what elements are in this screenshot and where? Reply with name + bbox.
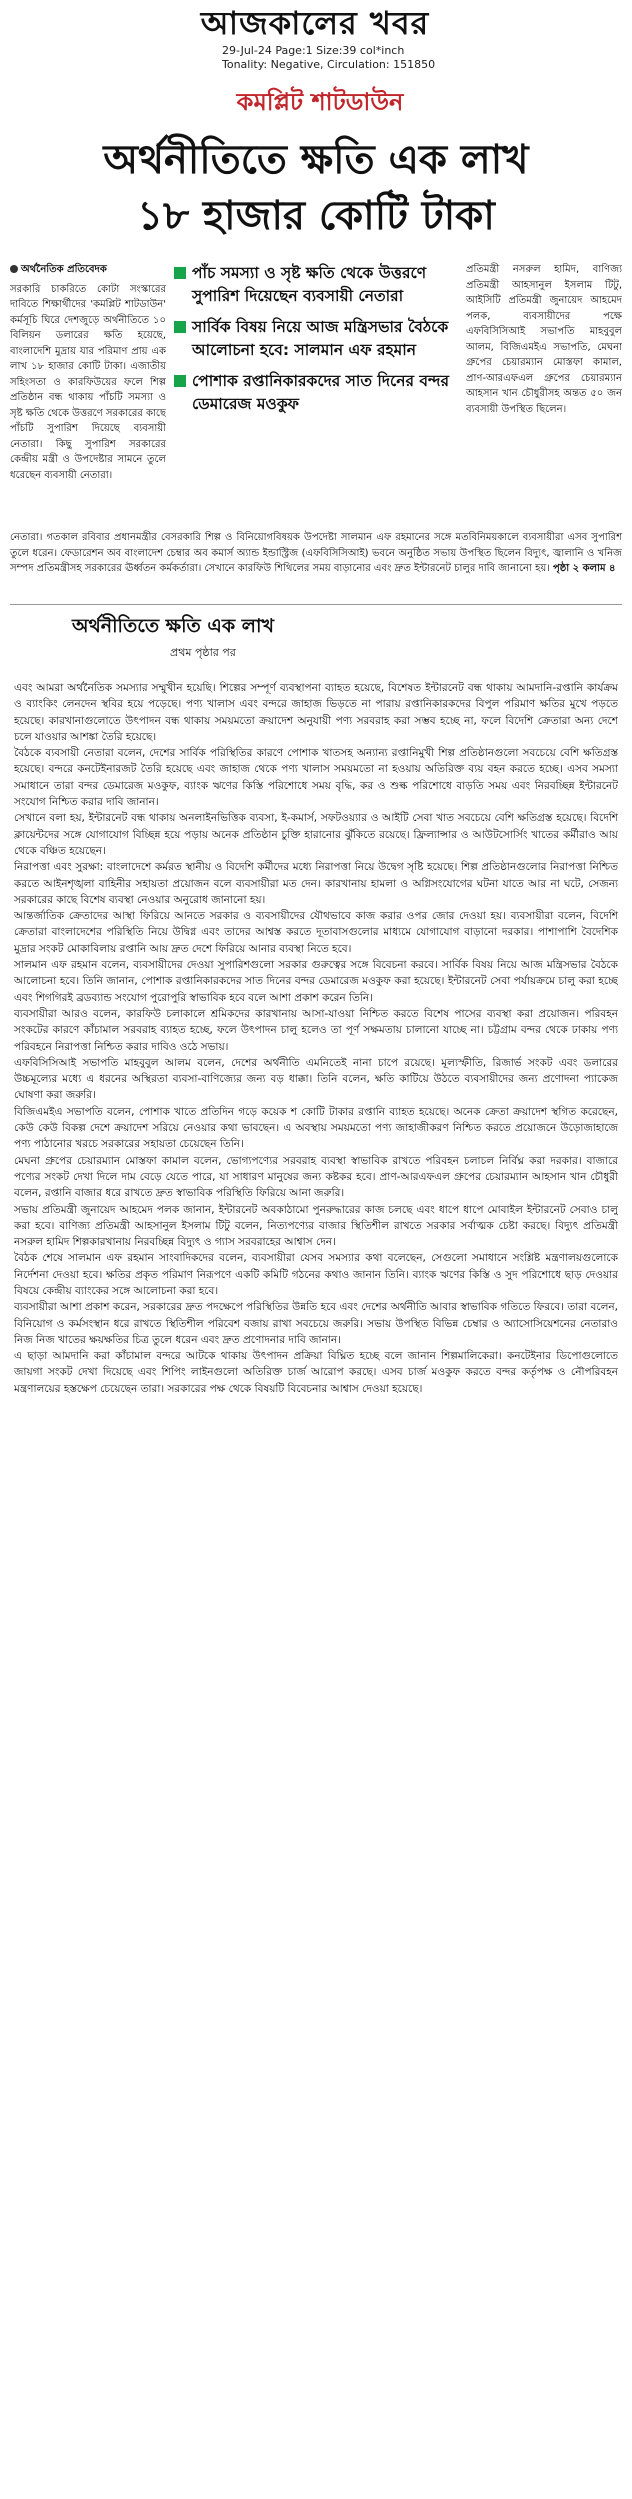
highlight-text: পোশাক রপ্তানিকারকদের সাত দিনের বন্দর ডেমারেজ মওকুফ (192, 372, 449, 413)
meta-date-size: 29-Jul-24 Page:1 Size:39 col*inch (222, 44, 405, 57)
body-paragraph: বৈঠকে ব্যবসায়ী নেতারা বলেন, দেশের সার্বিক পরিস্থিতির কারণে পোশাক খাতসহ অন্যান্য রপ্তানিমুখী শিল্প প্রতিষ্ঠানগুলো সবচেয়ে বেশি ক্ষতিগ্রস্ত হয়েছে। বন্দরে কনটেইনারজট তৈরি হয়েছে এবং জাহাজ থেকে পণ্য খালাস সময়মতো না হওয়ায় অতিরিক্ত ব্যয় বহন করতে হচ্ছে। এসব সমস্যা সমাধানে তারা বন্দর ডেমারেজ মওকুফ, ব্যাংক ঋণের কিস্তি পরিশোধে সময় বৃদ্ধি, কর ও শুল্ক পরিশোধে বাড়তি সময় এবং নিরবচ্ছিন্ন ইন্টারনেট সংযোগ নিশ্চিত করার দাবি জানান। (14, 747, 618, 809)
left-column (10, 262, 166, 526)
body-paragraph: আন্তর্জাতিক ক্রেতাদের আস্থা ফিরিয়ে আনতে সরকার ও ব্যবসায়ীদের যৌথভাবে কাজ করার ওপর জোর দেওয়া হয়। ব্যবসায়ীরা বলেন, বিদেশি ক্রেতারা বাংলাদেশের পরিস্থিতি নিয়ে উদ্বিগ্ন এবং তাদের আশ্বস্ত করতে দূতাবাসগুলোর মাধ্যমে যোগাযোগ বাড়ানো দরকার। পাশাপাশি বৈদেশিক মুদ্রার সংকট মোকাবিলায় রপ্তানি আয় দ্রুত দেশে ফিরিয়ে আনার ব্যবস্থা নিতে হবে। (14, 910, 618, 955)
body-paragraph: মেঘনা গ্রুপের চেয়ারম্যান মোস্তফা কামাল বলেন, ভোগ্যপণ্যের সরবরাহ ব্যবস্থা স্বাভাবিক রাখতে পরিবহন চলাচল নির্বিঘ্ন করা দরকার। বাজারে পণ্যের সংকট দেখা দিলে দাম বেড়ে যেতে পারে, যা সাধারণ মানুষের জন্য কষ্টকর হবে। প্রাণ-আরএফএল গ্রুপের চেয়ারম্যান আহসান খান চৌধুরী বলেন, রপ্তানি বাজার ধরে রাখতে দ্রুত স্বাভাবিক পরিস্থিতি ফিরিয়ে আনা জরুরি। (14, 1154, 618, 1200)
body-paragraph: ব্যবসায়ীরা আশা প্রকাশ করেন, সরকারের দ্রুত পদক্ষেপে পরিস্থিতির উন্নতি হবে এবং দেশের অর্থনীতি আবার স্বাভাবিক গতিতে ফিরবে। তারা বলেন, বিনিয়োগ ও কর্মসংস্থান ধরে রাখতে স্থিতিশীল পরিবেশ বজায় রাখা সবচেয়ে জরুরি। সভায় উপস্থিত বিভিন্ন চেম্বার ও অ্যাসোসিয়েশনের নেতারাও নিজ নিজ খাতের ক্ষয়ক্ষতির চিত্র তুলে ধরেন এবং দ্রুত প্রণোদনার দাবি জানান। (14, 1301, 618, 1346)
continuation-subtitle: প্রথম পৃষ্ঠার পর (170, 646, 236, 659)
reporter-name: অর্থনৈতিক প্রতিবেদক (21, 264, 107, 275)
bullet-icon (10, 265, 18, 273)
section-divider (10, 604, 622, 605)
green-square-icon (174, 267, 186, 279)
continuation-body (14, 680, 618, 2470)
jump-text: নেতারা। গতকাল রবিবার প্রধানমন্ত্রীর বেসরকারি শিল্প ও বিনিয়োগবিষয়ক উপদেষ্টা সালমান এফ রহমানের সঙ্গে মতবিনিময়কালে ব্যবসায়ীরা এসব সুপারিশ তুলে ধরেন। ফেডারেশন অব বাংলাদেশ চেম্বার অব কমার্স অ্যান্ড ইন্ডাস্ট্রিজ (এফবিসিসিআই) ভবনে অনুষ্ঠিত সভায় উপস্থিত ছিলেন বিদ্যুৎ, জ্বালানি ও খনিজ সম্পদ প্রতিমন্ত্রীসহ সরকারের ঊর্ধ্বতন কর্মকর্তারা। সেখানে কারফিউ শিথিলের সময় বাড়ানোর এবং দ্রুত ইন্টারনেট চালুর দাবি জানানো হয়। (10, 532, 622, 574)
headline-line-1: অর্থনীতিতে ক্ষতি এক লাখ (103, 137, 529, 183)
body-paragraph: নিরাপত্তা এবং সুরক্ষা: বাংলাদেশে কর্মরত স্থানীয় ও বিদেশি কর্মীদের মধ্যে নিরাপত্তা নিয়ে উদ্বেগ সৃষ্টি হয়েছে। শিল্প প্রতিষ্ঠানগুলোর নিরাপত্তা নিশ্চিত করতে আইনশৃঙ্খলা বাহিনীর সহায়তা প্রয়োজন বলে ব্যবসায়ীরা মত দেন। কারখানায় হামলা ও অগ্নিসংযোগের ঘটনা যাতে আর না ঘটে, সেজন্য সরকারের কাছে বিশেষ ব্যবস্থা নেওয়ার অনুরোধ জানানো হয়। (14, 861, 618, 906)
body-paragraph: এফবিসিসিআই সভাপতি মাহবুবুল আলম বলেন, দেশের অর্থনীতি এমনিতেই নানা চাপে রয়েছে। মূল্যস্ফীতি, রিজার্ভ সংকট এবং ডলারের উচ্চমূল্যের মধ্যে এ ধরনের অস্থিরতা ব্যবসা-বাণিজ্যের জন্য বড় ধাক্কা। তিনি বলেন, ক্ষতি কাটিয়ে উঠতে ব্যবসায়ীদের জন্য প্রণোদনা প্যাকেজ ঘোষণা করা জরুরি। (14, 1056, 618, 1102)
jump-reference: পৃষ্ঠা ২ কলাম ৪ (552, 563, 616, 574)
highlight-item (174, 316, 457, 362)
newspaper-logo: আজকালের খবর (200, 4, 430, 42)
green-square-icon (174, 321, 186, 333)
body-paragraph: সালমান এফ রহমান বলেন, ব্যবসায়ীদের দেওয়া সুপারিশগুলো সরকার গুরুত্বের সঙ্গে বিবেচনা করবে। সার্বিক বিষয় নিয়ে আজ মন্ত্রিসভার বৈঠকে আলোচনা হবে। তিনি জানান, পোশাক রপ্তানিকারকদের সাত দিনের বন্দর ডেমারেজ মওকুফ করা হয়েছে। ইন্টারনেট সেবা পর্যায়ক্রমে চালু করা হচ্ছে এবং শিগগিরই ব্রডব্যান্ড সংযোগ পুরোপুরি স্বাভাবিক হবে বলে আশা প্রকাশ করেন তিনি। (14, 959, 618, 1004)
masthead (0, 0, 632, 80)
right-column (466, 262, 622, 526)
highlight-item (174, 262, 457, 308)
body-paragraph: সভায় প্রতিমন্ত্রী জুনায়েদ আহমেদ পলক জানান, ইন্টারনেট অবকাঠামো পুনরুদ্ধারের কাজ চলছে এবং ধাপে ধাপে মোবাইল ইন্টারনেট সেবাও চালু করা হবে। বাণিজ্য প্রতিমন্ত্রী আহসানুল ইসলাম টিটু বলেন, নিত্যপণ্যের বাজার স্থিতিশীল রাখতে সরকার সর্বাত্মক চেষ্টা করছে। বিদ্যুৎ প্রতিমন্ত্রী নসরুল হামিদ শিল্পকারখানায় নিরবচ্ছিন্ন বিদ্যুৎ ও গ্যাস সরবরাহের আশ্বাস দেন। (14, 1203, 618, 1249)
headline (10, 132, 622, 244)
body-paragraph: সেখানে বলা হয়, ইন্টারনেট বন্ধ থাকায় অনলাইনভিত্তিক ব্যবসা, ই-কমার্স, সফটওয়্যার ও আইটি সেবা খাত সবচেয়ে বেশি ক্ষতিগ্রস্ত হয়েছে। বিদেশি ক্লায়েন্টদের সঙ্গে যোগাযোগ বিচ্ছিন্ন হয়ে পড়ায় অনেক প্রতিষ্ঠান চুক্তি হারানোর ঝুঁকিতে রয়েছে। ফ্রিল্যান্সার ও আউটসোর্সিং খাতের কর্মীরাও আয় থেকে বঞ্চিত হয়েছেন। (14, 812, 618, 857)
continuation-header (10, 611, 622, 671)
kicker: কমপ্লিট শাটডাউন (236, 88, 404, 116)
highlights-box (174, 262, 457, 512)
left-column-text: সরকারি চাকরিতে কোটা সংস্কারের দাবিতে শিক্ষার্থীদের 'কমপ্লিট শাটডাউন' কর্মসূচি ঘিরে দেশজুড়ে অর্থনীতিতে ১০ বিলিয়ন ডলারের ক্ষতি হয়েছে, বাংলাদেশি মুদ্রায় যার পরিমাণ প্রায় এক লাখ ১৮ হাজার কোটি টাকা। এজাতীয় সহিংসতা ও কারফিউয়ের ফলে শিল্প প্রতিষ্ঠান বন্ধ থাকায় পাঁচটি সমস্যা ও সৃষ্ট ক্ষতি থেকে উত্তরণে সরকারের কাছে পাঁচটি সুপারিশ দিয়েছে ব্যবসায়ী নেতারা। কিছু সুপারিশ সরকারের কেন্দ্রীয় মন্ত্রী ও উপদেষ্টার সামনে তুলে ধরেছেন ব্যবসায়ী নেতারা। (10, 283, 166, 481)
highlight-item (174, 370, 457, 416)
meta-tonality: Tonality: Negative, Circulation: 151850 (222, 58, 436, 71)
body-paragraph: এ ছাড়া আমদানি করা কাঁচামাল বন্দরে আটকে থাকায় উৎপাদন প্রক্রিয়া বিঘ্নিত হচ্ছে বলে জানান শিল্পমালিকেরা। কনটেইনার ডিপোগুলোতে জায়গা সংকট দেখা দিয়েছে এবং শিপিং লাইনগুলো অতিরিক্ত চার্জ আরোপ করছে। এসব চার্জ মওকুফ করতে বন্দর কর্তৃপক্ষ ও নৌপরিবহন মন্ত্রণালয়ের হস্তক্ষেপ চেয়েছেন তারা। সরকারের পক্ষ থেকে বিষয়টি বিবেচনার আশ্বাস দেওয়া হয়েছে। (14, 1350, 618, 1395)
clipping-meta (222, 44, 522, 72)
jump-paragraph (10, 530, 622, 577)
green-square-icon (174, 375, 186, 387)
right-column-text: প্রতিমন্ত্রী নসরুল হামিদ, বাণিজ্য প্রতিমন্ত্রী আহসানুল ইসলাম টিটু, আইসিটি প্রতিমন্ত্রী জুনায়েদ আহমেদ পলক, ব্যবসায়ীদের পক্ষে এফবিসিসিআই সভাপতি মাহবুবুল আলম, বিজিএমইএ সভাপতি, মেঘনা গ্রুপের চেয়ারম্যান মোস্তফা কামাল, প্রাণ-আরএফএল গ্রুপের চেয়ারম্যান আহসান খান চৌধুরীসহ অন্তত ৫০ জন ব্যবসায়ী উপস্থিত ছিলেন। (466, 264, 622, 415)
headline-line-2: ১৮ হাজার কোটি টাকা (137, 193, 495, 239)
continuation-title: অর্থনীতিতে ক্ষতি এক লাখ (72, 615, 274, 637)
body-paragraph: বৈঠক শেষে সালমান এফ রহমান সাংবাদিকদের বলেন, ব্যবসায়ীরা যেসব সমস্যার কথা বলেছেন, সেগুলো সমাধানে সংশ্লিষ্ট মন্ত্রণালয়গুলোকে নির্দেশনা দেওয়া হবে। ক্ষতির প্রকৃত পরিমাণ নিরূপণে একটি কমিটি গঠনের কথাও জানান তিনি। ব্যাংক ঋণের কিস্তি ও সুদ পরিশোধে ছাড় দেওয়ার বিষয়ে কেন্দ্রীয় ব্যাংকের সঙ্গে আলোচনা করা হবে। (14, 1252, 618, 1297)
highlight-text: পাঁচ সমস্যা ও সৃষ্ট ক্ষতি থেকে উত্তরণে সুপারিশ দিয়েছেন ব্যবসায়ী নেতারা (192, 264, 427, 305)
body-paragraph: বিজিএমইএ সভাপতি বলেন, পোশাক খাতে প্রতিদিন গড়ে কয়েক শ কোটি টাকার রপ্তানি ব্যাহত হয়েছে। অনেক ক্রেতা ক্রয়াদেশ স্থগিত করেছেন, কেউ কেউ বিকল্প দেশে ক্রয়াদেশ সরিয়ে নেওয়ার কথা ভাবছেন। এ অবস্থায় সময়মতো পণ্য জাহাজীকরণ নিশ্চিত করতে প্রয়োজনে উড়োজাহাজে পণ্য পাঠানোর খরচে সরকারের সহায়তা চেয়েছেন তিনি। (14, 1105, 618, 1151)
highlight-text: সার্বিক বিষয় নিয়ে আজ মন্ত্রিসভার বৈঠকে আলোচনা হবে: সালমান এফ রহমান (192, 318, 449, 359)
body-paragraph: এবং আমরা অর্থনৈতিক সমস্যার সম্মুখীন হয়েছি। শিল্পের সম্পূর্ণ ব্যবস্থাপনা ব্যাহত হয়েছে, বিশেষত ইন্টারনেট বন্ধ থাকায় আমদানি-রপ্তানি কার্যক্রম ও ব্যাংকিং লেনদেন স্থবির হয়ে পড়েছে। পণ্য খালাস এবং বন্দরে জাহাজ ভিড়তে না পারায় রপ্তানিকারকদের বিপুল পরিমাণ ক্ষতির মুখে পড়তে হয়েছে। কারখানাগুলোতে উৎপাদন বন্ধ থাকায় সময়মতো ক্রয়াদেশ অনুযায়ী পণ্য সরবরাহ করা সম্ভব হচ্ছে না, ফলে বিদেশি ক্রেতারা অন্য দেশে চলে যাওয়ার আশঙ্কা তৈরি হয়েছে। (14, 682, 618, 743)
body-paragraph: ব্যবসায়ীরা আরও বলেন, কারফিউ চলাকালে শ্রমিকদের কারখানায় আসা-যাওয়া নিশ্চিত করতে বিশেষ পাসের ব্যবস্থা করা প্রয়োজন। পরিবহন সংকটের কারণে কাঁচামাল সরবরাহ ব্যাহত হচ্ছে, ফলে উৎপাদন চালু হলেও তা পূর্ণ সক্ষমতায় চালানো যাচ্ছে না। চট্টগ্রাম বন্দর থেকে ঢাকায় পণ্য পরিবহনে নিরাপত্তা নিশ্চিত করার দাবিও ওঠে সভায়। (14, 1007, 618, 1053)
reporter-byline (10, 262, 166, 278)
